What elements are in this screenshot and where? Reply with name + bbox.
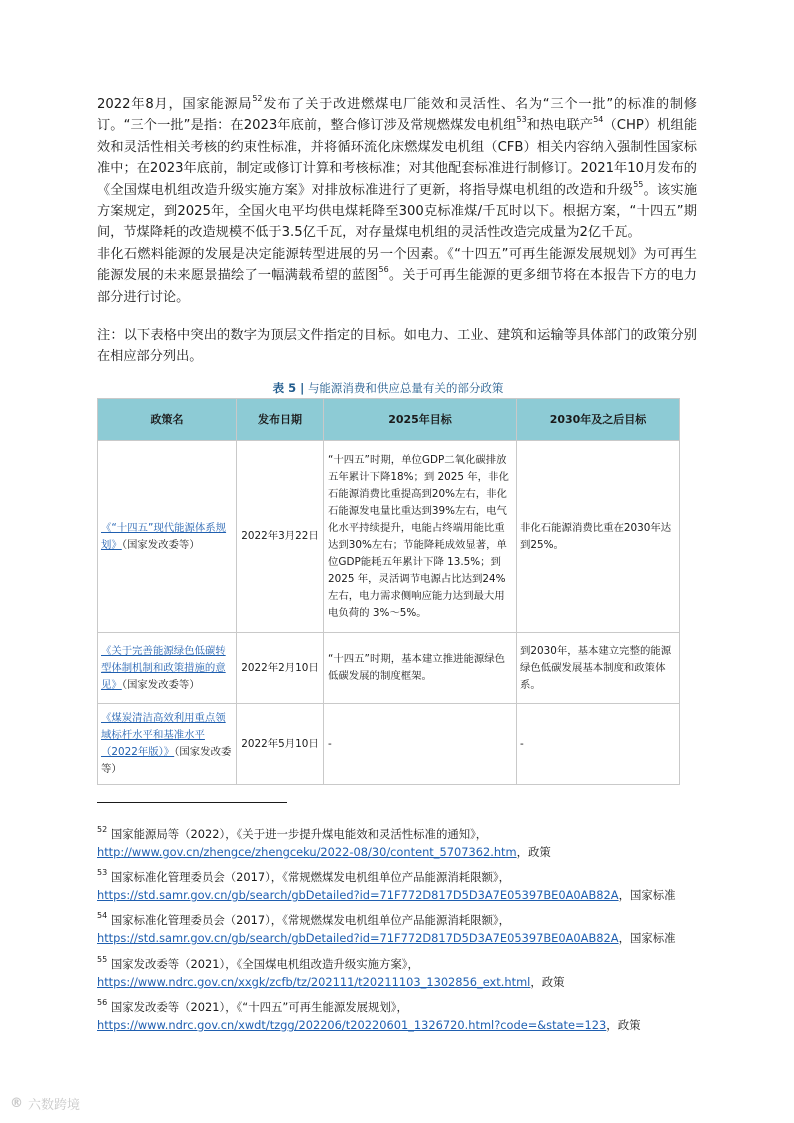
footnote-link[interactable]: https://std.samr.gov.cn/gb/search/gbDetailed?id=71F772D817D5D3A7E05397BE0A0AB82A — [97, 931, 619, 945]
paragraph-note: 注：以下表格中突出的数字为顶层文件指定的目标。如电力、工业、建筑和运输等具体部门的政策分别在相应部分列出。 — [97, 328, 697, 365]
release-date-cell: 2022年3月22日 — [237, 441, 324, 633]
policy-name-cell — [98, 704, 237, 785]
footnote-55: $^{55}$ 国家发改委等（2021），《全国煤电机组改造升级实施方案》， https://www.ndrc.gov.cn/xxgk/zcfb/tz/202111/t20211103_1302856_ext.html，政策 — [97, 955, 565, 989]
policy-link[interactable]: 《“十四五”现代能源体系规划》 — [101, 521, 227, 551]
target-2025-cell: - — [324, 704, 517, 785]
paragraph-coal-power-standards: 2022年8月，国家能源局$^{52}$发布了关于改进燃煤电厂能效和灵活性、名为“三个一批”的标准的制修订。“三个一批”是指：在2023年底前，整合修订涉及常规燃煤发电机组$^{53}$和热电联产$^{54}$（CHP）机组能效和灵活性相关考核的约束性标准，并将循环流化床燃煤发电机组（CFB）相关内容纳入强制性国家标准中；在2023年底前，制定或修订计算和考核标准；对其他配套标准进行制修订。2021年10月发布的《全国煤电机组改造升级实施方案》对排放标准进行了更新，将指导煤电机组的改造和升级$^{55}$。该实施方案规定，到2025年，全国火电平均供电煤耗降至300克标准煤/千瓦时以下。根据方案，“十四五”期间，节煤降耗的改造规模不低于3.5亿千瓦，对存量煤电机组的灵活性改造完成量为2亿千瓦。 — [97, 94, 698, 241]
footnote-ref-53[interactable]: 53 — [516, 115, 527, 125]
target-2030-cell: 非化石能源消费比重在2030年达到25%。 — [517, 441, 680, 633]
table-row — [98, 633, 680, 704]
policy-issuer: （国家发改委等） — [101, 746, 232, 775]
watermark-text: 六数跨境 — [28, 1098, 81, 1113]
footnote-52: $^{52}$ 国家能源局等（2022），《关于进一步提升煤电能效和灵活性标准的通知》， http://www.gov.cn/zhengce/zhengceku/2022-08/30/content_5707362.htm，政策 — [97, 825, 551, 859]
footnote-link[interactable]: https://www.ndrc.gov.cn/xxgk/zcfb/tz/202111/t20211103_1302856_ext.html — [97, 975, 531, 989]
policy-issuer: （国家发改委等） — [121, 538, 200, 551]
footnote-56: $^{56}$ 国家发改委等（2021），《“十四五”可再生能源发展规划》， https://www.ndrc.gov.cn/xwdt/tzgg/202206/t20220601_1326720.html?code=&state=123，政策 — [97, 998, 641, 1032]
footnote-ref-56[interactable]: 56 — [378, 265, 389, 275]
table-caption-text: 与能源消费和供应总量有关的部分政策 — [307, 381, 504, 395]
policy-table — [97, 398, 680, 785]
footnote-divider — [97, 802, 287, 803]
header-policy-name: 政策名 — [98, 399, 237, 441]
footnote-link[interactable]: http://www.gov.cn/zhengce/zhengceku/2022-08/30/content_5707362.htm — [97, 845, 517, 859]
footnote-link[interactable]: https://www.ndrc.gov.cn/xwdt/tzgg/202206/t20220601_1326720.html?code=&state=123 — [97, 1018, 607, 1032]
footnote-53: $^{53}$ 国家标准化管理委员会（2017），《常规燃煤发电机组单位产品能源消耗限额》， https://std.samr.gov.cn/gb/search/gbDetailed?id=71F772D817D5D3A7E05397BE0A0AB82A，国家标准 — [97, 868, 676, 902]
policy-issuer: （国家发改委等） — [121, 678, 200, 691]
policy-link[interactable]: 《关于完善能源绿色低碳转型体制机制和政策措施的意见》 — [101, 644, 226, 691]
header-2025-target: 2025年目标 — [324, 399, 517, 441]
table-header-row — [98, 399, 680, 441]
table-row — [98, 704, 680, 785]
footnote-link[interactable]: https://std.samr.gov.cn/gb/search/gbDetailed?id=71F772D817D5D3A7E05397BE0A0AB82A — [97, 888, 619, 902]
paragraph-renewables: 非化石燃料能源的发展是决定能源转型进展的另一个因素。《“十四五”可再生能源发展规划》为可再生能源发展的未来愿景描绘了一幅满载希望的蓝图$^{56}$。关于可再生能源的更多细节将在本报告下方的电力部分进行讨论。 — [97, 247, 697, 305]
policy-name-cell — [98, 441, 237, 633]
table-caption-label: 表 5 | — [272, 381, 305, 395]
release-date-cell: 2022年5月10日 — [237, 704, 324, 785]
policy-name-cell — [98, 633, 237, 704]
footnote-ref-52[interactable]: 52 — [252, 94, 263, 103]
header-2030-target: 2030年及之后目标 — [517, 399, 680, 441]
footnote-54: $^{54}$ 国家标准化管理委员会（2017），《常规燃煤发电机组单位产品能源消耗限额》， https://std.samr.gov.cn/gb/search/gbDetailed?id=71F772D817D5D3A7E05397BE0A0AB82A，国家标准 — [97, 911, 676, 945]
target-2030-cell: - — [517, 704, 680, 785]
target-2025-cell: “十四五”时期，基本建立推进能源绿色低碳发展的制度框架。 — [324, 633, 517, 704]
table-caption — [97, 380, 679, 396]
release-date-cell: 2022年2月10日 — [237, 633, 324, 704]
watermark-logo-icon: ® — [10, 1096, 23, 1111]
target-2030-cell: 到2030年，基本建立完整的能源绿色低碳发展基本制度和政策体系。 — [517, 633, 680, 704]
target-2025-cell: “十四五”时期，单位GDP二氧化碳排放五年累计下降18%；到 2025 年，非化石能源消费比重提高到20%左右，非化石能源发电量比重达到39%左右，电气化水平持续提升，电能占终端用能比重达到30%左右；节能降耗成效显著，单位GDP能耗五年累计下降 13.5%；到 2025 年，灵活调节电源占比达到24%左右，电力需求侧响应能力达到最大用电负荷的 3%～5%。 — [324, 441, 517, 633]
watermark — [10, 1094, 80, 1113]
header-release-date: 发布日期 — [237, 399, 324, 441]
footnote-ref-55[interactable]: 55 — [633, 179, 644, 189]
policy-link[interactable]: 《煤炭清洁高效利用重点领域标杆水平和基准水平（2022年版）》 — [101, 712, 226, 758]
table-row — [98, 441, 680, 633]
footnote-ref-54[interactable]: 54 — [593, 115, 604, 125]
